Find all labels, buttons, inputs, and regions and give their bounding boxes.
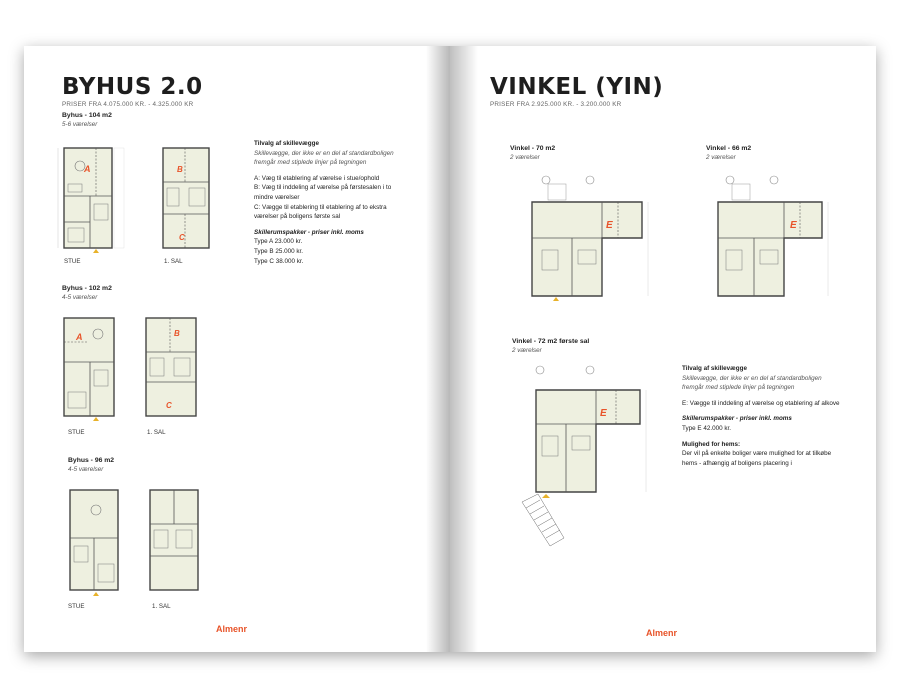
floor-plan-first [157,144,217,256]
options-heading: Tilvalg af skillevægge [682,365,747,372]
package-price: Type B 25.000 kr. [254,247,304,255]
left-page [24,46,450,652]
svg-text:B: B [177,165,183,174]
unit-rooms: 4-5 værelser [62,294,98,301]
option-item: B: Væg til inddeling af værelse på førstesalen i to mindre værelser [254,184,392,201]
floor-plan-first [140,312,204,424]
floor-label: STUE [68,603,85,610]
floor-label: STUE [64,258,81,265]
svg-text:E: E [790,220,797,231]
options-text [254,139,404,266]
floor-plan-ground [56,144,128,256]
page-gutter-shadow [450,46,478,652]
floor-plan-first [144,482,206,600]
options-intro: Skillevægge, der ikke er en del af standardboligen fremgår med stiplede linjer på tegningen [254,149,394,167]
unit-name: Byhus - 96 m2 [68,457,115,464]
price-range: PRISER FRA 4.075.000 KR. - 4.325.000 KR [62,101,194,108]
svg-text:E: E [600,408,607,419]
unit-name: Byhus - 104 m2 [62,112,112,119]
page-gutter-shadow [426,46,450,652]
floor-plan-ground [58,312,128,424]
package-price: Type A 23.000 kr. [254,238,303,246]
loft-heading: Mulighed for hems: [682,440,741,448]
unit-name: Byhus - 102 m2 [62,285,112,292]
floor-label: 1. SAL [164,258,183,265]
svg-text:C: C [179,233,185,242]
packages-heading: Skillerumspakker - priser inkl. moms [682,415,792,423]
package-price: Type C 38.000 kr. [254,257,304,265]
brochure-spread [24,46,876,652]
svg-text:A: A [76,332,83,342]
unit-name: Vinkel - 66 m2 [706,145,752,152]
unit-name: Vinkel - 72 m2 første sal [512,338,590,345]
loft-text: Der vil på enkelte boliger være mulighed for at tilkøbe hems - afhængig af boligens placering i [682,450,832,467]
floor-label: 1. SAL [147,429,166,436]
option-item: E: Vægge til inddeling af værelse og etablering af alkove [682,399,840,407]
svg-text:E: E [606,220,613,231]
unit-rooms: 5-6 værelser [62,121,98,128]
options-intro: Skillevægge, der ikke er en del af standardboligen fremgår med stiplede linjer på tegningen [682,374,822,392]
options-text [682,364,842,468]
packages-heading: Skillerumspakker - priser inkl. moms [254,228,364,236]
unit-rooms: 2 værelser [510,154,540,161]
unit-rooms: 2 værelser [706,154,736,161]
floor-plan-ground [62,482,130,600]
floor-plan-first-floor [510,362,660,548]
package-price: Type E 42.000 kr. [682,424,732,432]
floor-label: 1. SAL [152,603,171,610]
svg-text:C: C [166,401,172,410]
unit-rooms: 2 værelser [512,347,542,354]
floor-label: STUE [68,429,85,436]
floor-plan-corner [512,170,662,320]
unit-name: Vinkel - 70 m2 [510,145,556,152]
right-page [450,46,876,652]
options-heading: Tilvalg af skillevægge [254,140,319,147]
price-range: PRISER FRA 2.925.000 KR. - 3.200.000 KR [490,101,622,108]
floor-plan-corner [700,170,840,320]
brand-logo: Almenr [216,624,248,634]
unit-rooms: 4-5 værelser [68,466,104,473]
svg-text:A: A [84,164,91,174]
option-item: A: Væg til etablering af værelse i stue/ophold [254,174,380,182]
option-item: C: Vægge til etablering til etablering af to ekstra værelser på boligens første sal [254,203,387,221]
page-title: VINKEL (YIN) [490,74,664,100]
page-title: BYHUS 2.0 [62,74,203,100]
svg-text:B: B [174,329,180,338]
brand-logo: Almenr [646,628,678,638]
